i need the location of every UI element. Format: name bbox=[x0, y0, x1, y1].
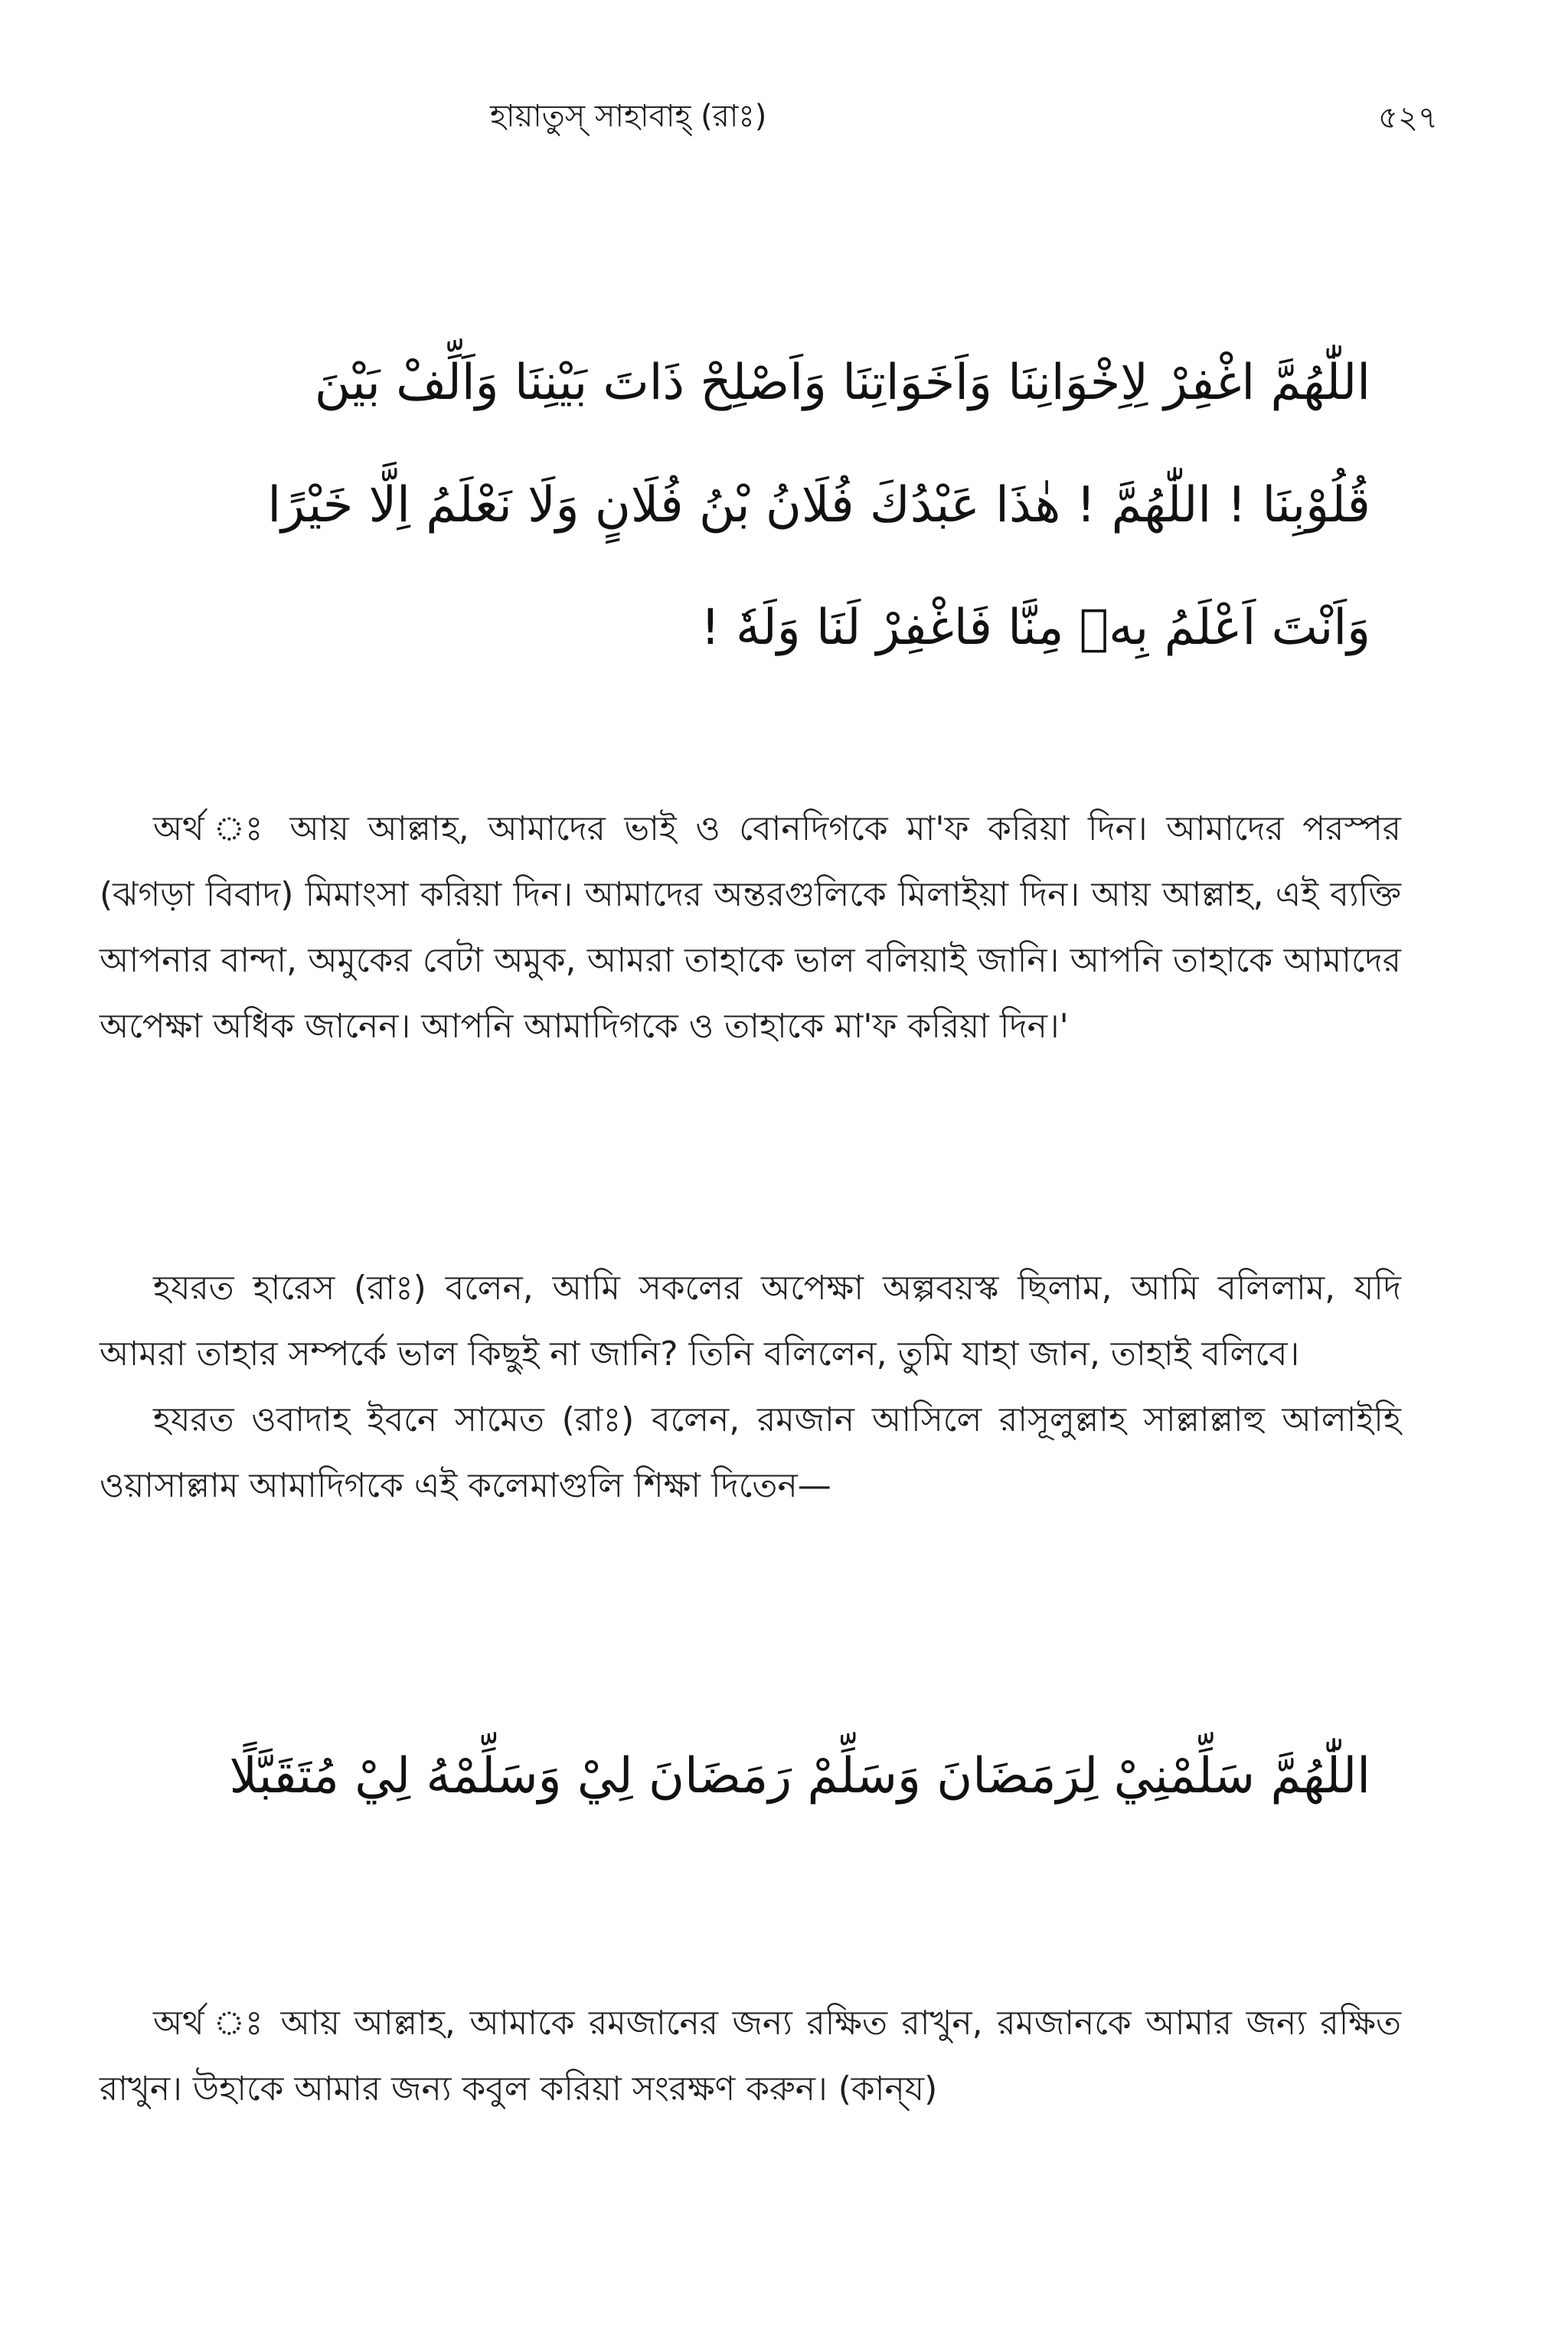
arabic-dua-1 bbox=[107, 322, 1370, 689]
running-header bbox=[0, 92, 1568, 153]
meaning-1 bbox=[100, 796, 1401, 1060]
arabic-dua-1-line-2: قُلُوْبِنَا ! اللّٰهُمَّ ! هٰذَا عَبْدُكَ فُلَانُ بْنُ فُلَانٍ وَلَا نَعْلَمُ اِلَّا خَيْرًا bbox=[267, 477, 1370, 534]
book-title: হায়াতুস্ সাহাবাহ্ (রাঃ) bbox=[490, 99, 767, 134]
arabic-dua-2 bbox=[107, 1715, 1370, 1838]
page-number: ৫২৭ bbox=[1378, 100, 1438, 136]
arabic-dua-2-line-1: اللّٰهُمَّ سَلِّمْنِيْ لِرَمَضَانَ وَسَلِّمْ رَمَضَانَ لِيْ وَسَلِّمْهُ لِيْ مُتَقَبَّلًا bbox=[229, 1748, 1370, 1805]
paragraph-hares: হযরত হারেস (রাঃ) বলেন, আমি সকলের অপেক্ষা অল্পবয়স্ক ছিলাম, আমি বলিলাম, যদি আমরা তাহার সম্পর্কে ভাল কিছুই না জানি? তিনি বলিলেন, তুমি যাহা জান, তাহাই বলিবে। bbox=[100, 1269, 1401, 1374]
meaning-2-text: অর্থ ঃ আয় আল্লাহ, আমাকে রমজানের জন্য রক্ষিত রাখুন, রমজানকে আমার জন্য রক্ষিত রাখুন। উহাকে আমার জন্য কবুল করিয়া সংরক্ষণ করুন। (কান্‌য) bbox=[100, 2004, 1401, 2109]
narration-paragraphs bbox=[100, 1256, 1401, 1519]
meaning-1-text: অর্থ ঃ আয় আল্লাহ, আমাদের ভাই ও বোনদিগকে মা'ফ করিয়া দিন। আমাদের পরস্পর (ঝগড়া বিবাদ) মিমাংসা করিয়া দিন। আমাদের অন্তরগুলিকে মিলাইয়া দিন। আয় আল্লাহ, এই ব্যক্তি আপনার বান্দা, অমুকের বেটা অমুক, আমরা তাহাকে ভাল বলিয়াই জানি। আপনি তাহাকে আমাদের অপেক্ষা অধিক জানেন। আপনি আমাদিগকে ও তাহাকে মা'ফ করিয়া দিন।' bbox=[100, 809, 1401, 1046]
arabic-dua-1-line-1: اللّٰهُمَّ اغْفِرْ لِاِخْوَانِنَا وَاَخَوَاتِنَا وَاَصْلِحْ ذَاتَ بَيْنِنَا وَاَلِّفْ بَيْنَ bbox=[314, 354, 1370, 411]
meaning-2 bbox=[100, 1991, 1401, 2122]
arabic-dua-1-line-3: وَاَنْتَ اَعْلَمُ بِهٖ مِنَّا فَاغْفِرْ لَنَا وَلَهٗ ! bbox=[700, 599, 1370, 656]
paragraph-ubadah: হযরত ওবাদাহ ইবনে সামেত (রাঃ) বলেন, রমজান আসিলে রাসূলুল্লাহ সাল্লাল্লাহু আলাইহি ওয়াসাল্লাম আমাদিগকে এই কলেমাগুলি শিক্ষা দিতেন— bbox=[100, 1400, 1401, 1505]
